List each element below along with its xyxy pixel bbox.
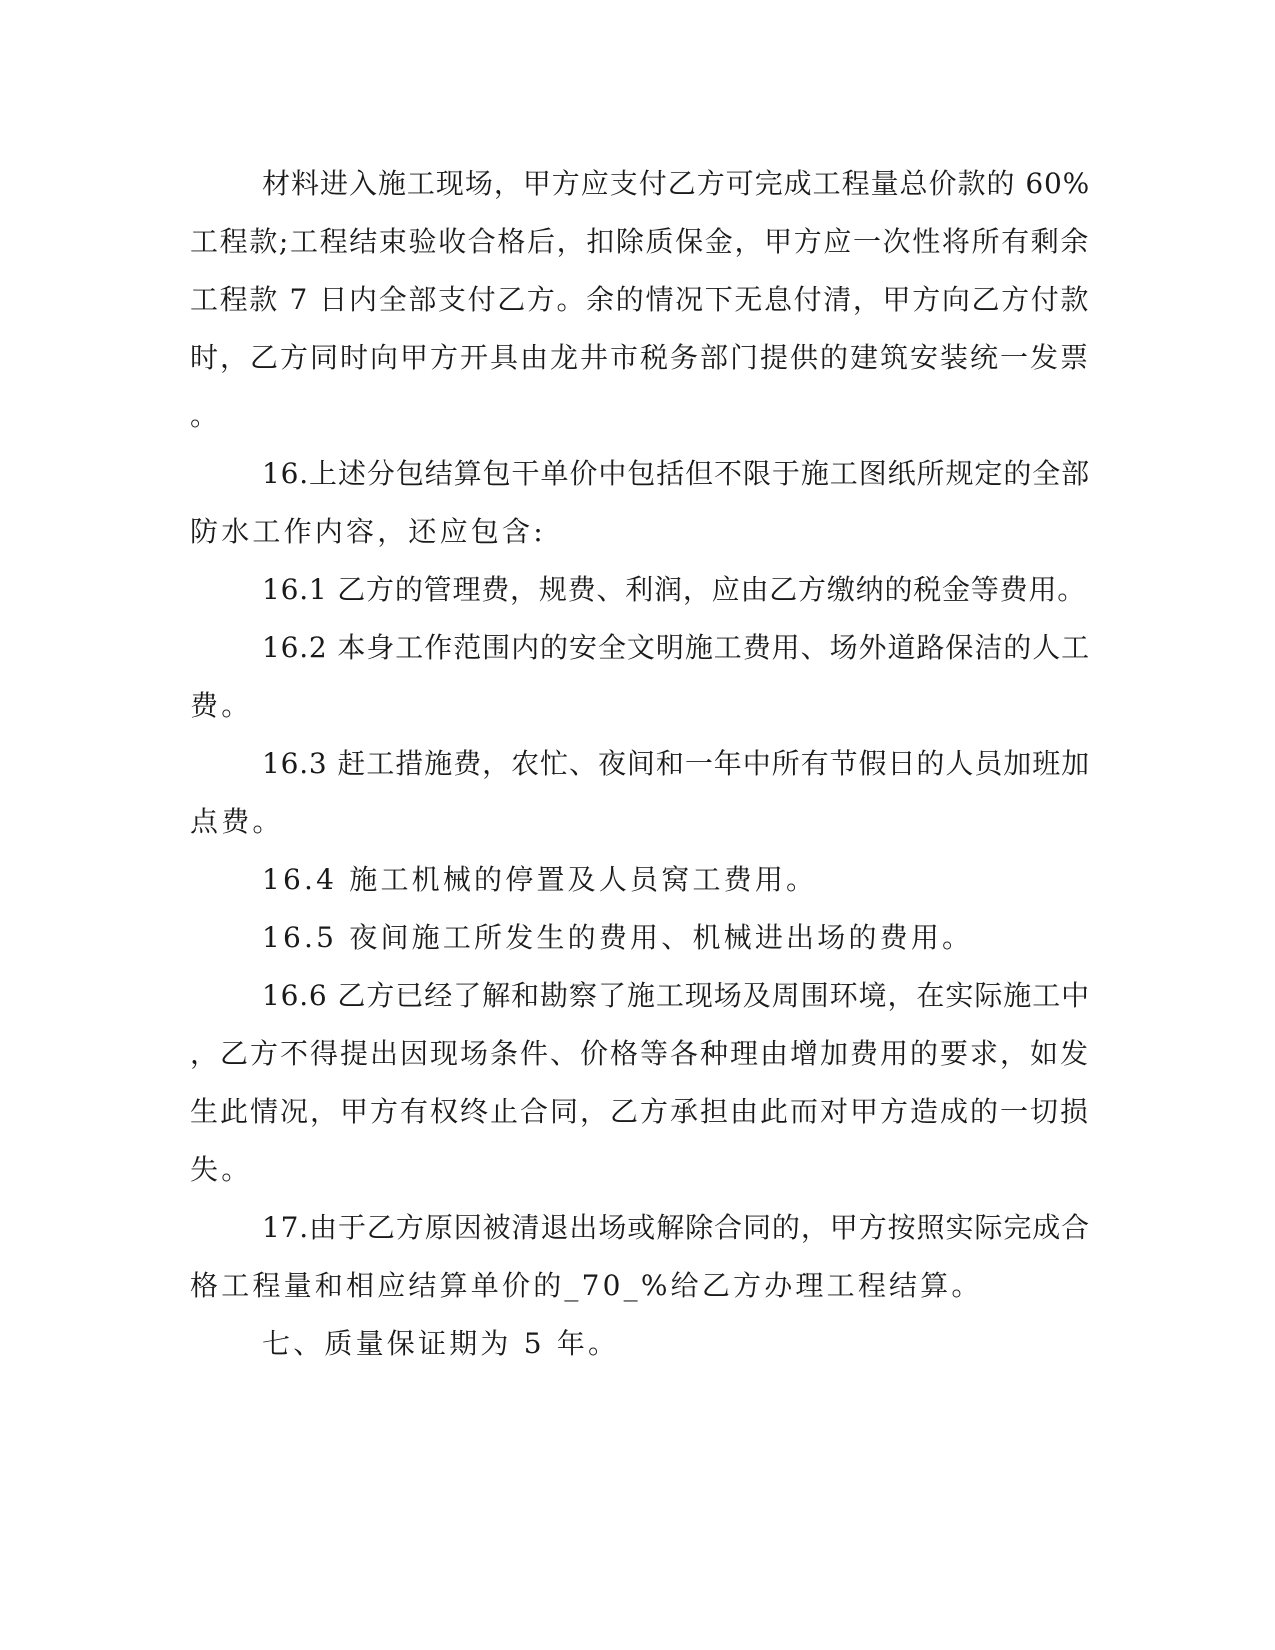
clause-16-6-line-1: 16.6 乙方已经了解和勘察了施工现场及周围环境，在实际施工中 [262, 979, 1090, 1012]
clause-16-3-line-2: 点费。 [190, 805, 284, 838]
clause-16-6-line-4: 失。 [190, 1153, 253, 1186]
clause-17-line-2: 格工程量和相应结算单价的_70_%给乙方办理工程结算。 [190, 1269, 983, 1302]
clause-16-5: 16.5 夜间施工所发生的费用、机械进出场的费用。 [262, 921, 974, 954]
clause-17-line-1: 17.由于乙方原因被清退出场或解除合同的，甲方按照实际完成合 [262, 1211, 1090, 1244]
paragraph-line-2: 工程款;工程结束验收合格后，扣除质保金，甲方应一次性将所有剩余 [190, 225, 1090, 258]
clause-16-3-line-1: 16.3 赶工措施费，农忙、夜间和一年中所有节假日的人员加班加 [262, 747, 1090, 780]
clause-16-6-line-3: 生此情况，甲方有权终止合同，乙方承担由此而对甲方造成的一切损 [190, 1095, 1091, 1128]
clause-16-6-line-2: ，乙方不得提出因现场条件、价格等各种理由增加费用的要求，如发 [190, 1037, 1091, 1070]
clause-16-2-line-1: 16.2 本身工作范围内的安全文明施工费用、场外道路保洁的人工 [262, 631, 1090, 664]
clause-16-2-line-2: 费。 [190, 689, 253, 722]
paragraph-line-5: 。 [190, 399, 222, 432]
clause-16-line-1: 16.上述分包结算包干单价中包括但不限于施工图纸所规定的全部 [262, 457, 1090, 490]
paragraph-line-3: 工程款 7 日内全部支付乙方。余的情况下无息付清，甲方向乙方付款 [190, 283, 1090, 316]
paragraph-line-1: 材料进入施工现场，甲方应支付乙方可完成工程量总价款的 60% [262, 167, 1090, 200]
clause-16-line-2: 防水工作内容，还应包含: [190, 515, 546, 548]
paragraph-line-4: 时，乙方同时向甲方开具由龙井市税务部门提供的建筑安装统一发票 [190, 341, 1091, 374]
section-7-warranty: 七、质量保证期为 5 年。 [262, 1327, 620, 1360]
clause-16-1: 16.1 乙方的管理费，规费、利润，应由乙方缴纳的税金等费用。 [262, 573, 1087, 606]
clause-16-4: 16.4 施工机械的停置及人员窝工费用。 [262, 863, 818, 896]
